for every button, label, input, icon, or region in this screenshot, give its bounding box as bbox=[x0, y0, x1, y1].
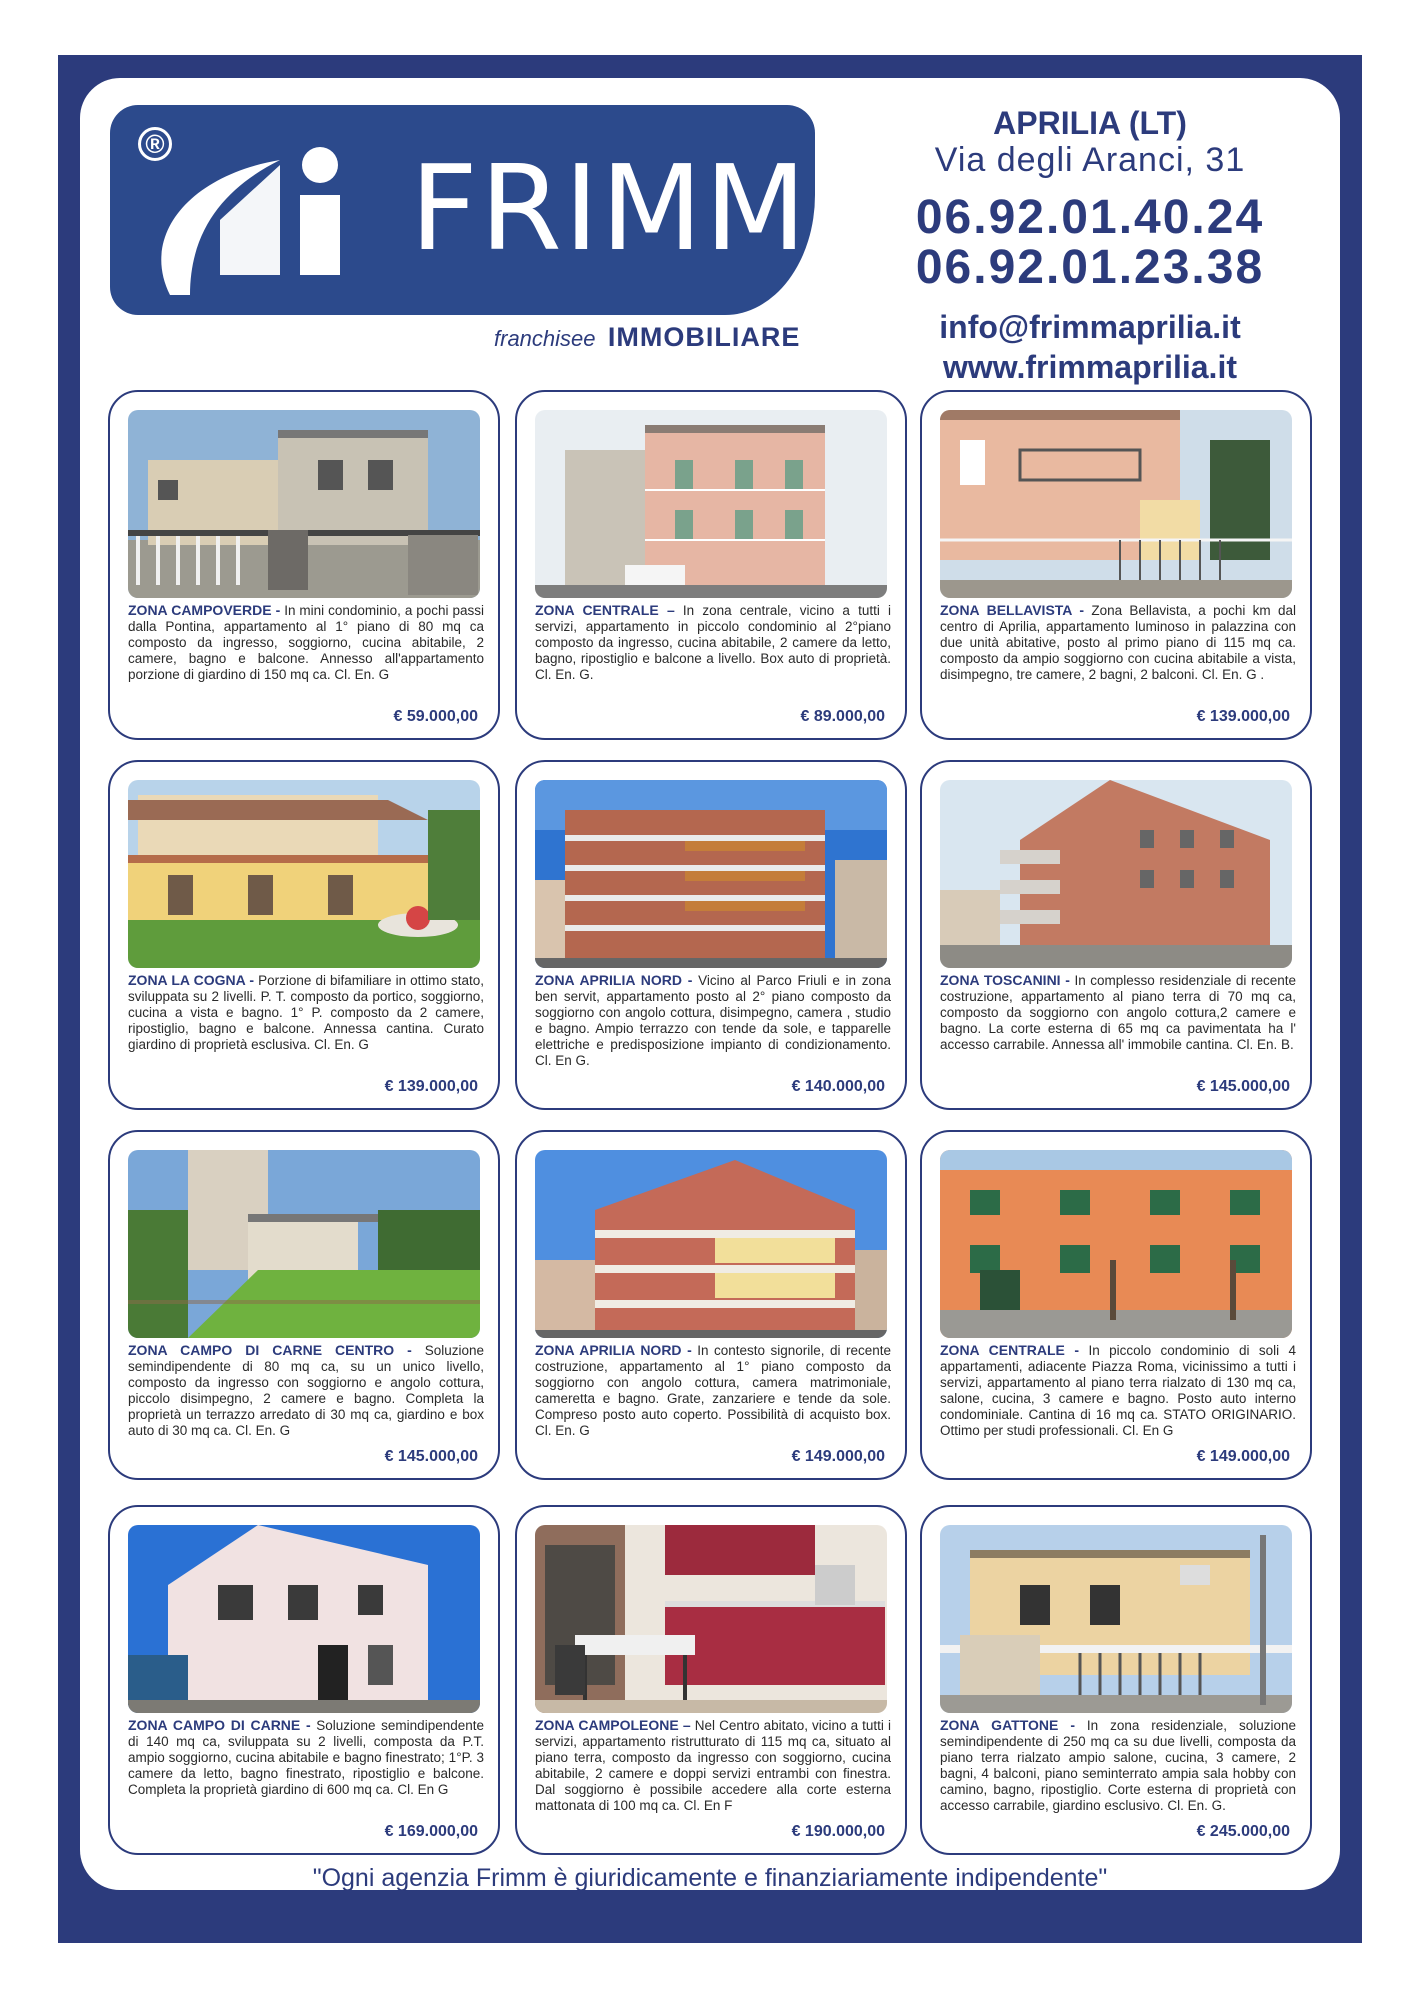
listing-description bbox=[940, 972, 1296, 1053]
listing-zone: ZONA CAMPO DI CARNE CENTRO - bbox=[128, 1342, 412, 1358]
listing-photo[interactable] bbox=[940, 1150, 1292, 1338]
phone-1[interactable]: 06.92.01.40.24 bbox=[915, 191, 1265, 244]
listing-zone: ZONA APRILIA NORD - bbox=[535, 972, 693, 988]
listing-description bbox=[128, 1342, 484, 1439]
listing-card[interactable] bbox=[515, 390, 907, 740]
listing-photo[interactable] bbox=[535, 1525, 887, 1713]
listing-photo[interactable] bbox=[940, 1525, 1292, 1713]
website-link[interactable]: www.frimmaprilia.it bbox=[943, 349, 1237, 385]
listing-photo[interactable] bbox=[128, 1150, 480, 1338]
listing-description bbox=[940, 1342, 1296, 1439]
listing-card[interactable] bbox=[108, 390, 500, 740]
listing-price: € 59.000,00 bbox=[393, 708, 478, 725]
city: APRILIA (LT) bbox=[993, 105, 1187, 141]
listing-card[interactable] bbox=[515, 1505, 907, 1855]
listing-zone: ZONA LA COGNA - bbox=[128, 972, 255, 988]
listing-text: Nel Centro abitato, vicino a tutti i servizi, appartamento ristrutturato di 115 mq ca, situato al piano terra, composto da ingresso con soggiorno, cucina abitabile, 2 camere e doppi servizi entrambi con finestra. Dal soggiorno è possibile accedere alla corte esterna mattonata di 100 mq ca. Cl. En F bbox=[535, 1718, 891, 1813]
listing-price: € 149.000,00 bbox=[791, 1448, 885, 1465]
franchisee-big: IMMOBILIARE bbox=[607, 322, 801, 352]
listing-zone: ZONA CAMPO DI CARNE - bbox=[128, 1717, 311, 1733]
franchisee-label bbox=[494, 322, 800, 353]
listing-zone: ZONA GATTONE - bbox=[940, 1717, 1076, 1733]
listing-text: Zona Bellavista, a pochi km dal centro di Aprilia, appartamento luminoso in palazzina con due unità abitative, posto al primo piano di 115 mq ca. composto da ampio soggiorno con cucina abitabile a vista, disimpegno, tre camere, 2 bagni, 2 balconi. Cl. En. G . bbox=[940, 603, 1296, 682]
listing-text: In contesto signorile, di recente costruzione, appartamento al 1° piano composto da soggiorno con angolo cottura, camera matrimoniale, cameretta e bagno. Grate, zanzariere e tende da sole. Compreso posto auto coperto. Possibilità di acquisto box. Cl. En. G bbox=[535, 1343, 892, 1438]
frimm-logo bbox=[110, 105, 815, 315]
listing-text: Soluzione semindipendente di 140 mq ca, sviluppata su 2 livelli, composta da P.T. ampio soggiorno, cucina abitabile e bagno finestrato; 1°P. 3 camere da letto, bagno finestrato, ripostiglio e balcone. Completa la proprietà giardino di 600 mq ca. Cl. En G bbox=[128, 1718, 484, 1797]
listing-description bbox=[535, 602, 891, 683]
listing-card[interactable] bbox=[108, 1505, 500, 1855]
listing-card[interactable] bbox=[920, 1130, 1312, 1480]
listing-description bbox=[535, 972, 891, 1069]
listing-card[interactable] bbox=[108, 760, 500, 1110]
listing-photo[interactable] bbox=[128, 1525, 480, 1713]
listing-photo[interactable] bbox=[128, 780, 480, 968]
email-link[interactable]: info@frimmaprilia.it bbox=[939, 309, 1241, 345]
listing-card[interactable] bbox=[920, 1505, 1312, 1855]
listing-description bbox=[128, 972, 484, 1053]
listing-card[interactable] bbox=[920, 390, 1312, 740]
footer-disclaimer: "Ogni agenzia Frimm è giuridicamente e finanziariamente indipendente" bbox=[312, 1864, 1108, 1892]
listing-price: € 89.000,00 bbox=[800, 708, 885, 725]
listing-description bbox=[128, 1717, 484, 1798]
listing-price: € 149.000,00 bbox=[1196, 1448, 1290, 1465]
listing-zone: ZONA CENTRALE – bbox=[535, 602, 675, 618]
listing-price: € 145.000,00 bbox=[384, 1448, 478, 1465]
franchisee-small: franchisee bbox=[494, 326, 596, 351]
listing-zone: ZONA BELLAVISTA - bbox=[940, 602, 1085, 618]
listing-text: Porzione di bifamiliare in ottimo stato, sviluppata su 2 livelli. P. T. composto da portico, soggiorno, cucina a vista e bagno. 1° P. composto da 2 camere, ripostiglio, bagno e balcone. Annessa cantina. Curato giardino di proprietà esclusiva. Cl. En. G bbox=[128, 973, 484, 1052]
listing-price: € 139.000,00 bbox=[1196, 708, 1290, 725]
listing-description bbox=[940, 1717, 1296, 1814]
listing-price: € 190.000,00 bbox=[791, 1823, 885, 1840]
listing-photo[interactable] bbox=[940, 410, 1292, 598]
listing-description bbox=[535, 1342, 891, 1439]
listing-card[interactable] bbox=[108, 1130, 500, 1480]
listing-zone: ZONA CAMPOLEONE – bbox=[535, 1717, 691, 1733]
listing-zone: ZONA CAMPOVERDE - bbox=[128, 602, 281, 618]
listing-text: Soluzione semindipendente di 80 mq ca, su un unico livello, composto da ingresso con soggiorno e angolo cottura, piccolo disimpegno, 2 camere e bagno. Completa la proprietà un terrazzo arredato di 30 mq ca, giardino e box auto di 30 mq ca. Cl. En. G bbox=[128, 1343, 484, 1438]
listing-photo[interactable] bbox=[940, 780, 1292, 968]
listing-text: In complesso residenziale di recente costruzione, appartamento al piano terra di 70 mq ca, composto da soggiorno con angolo cottura,2 camere e bagno. La corte esterna di 65 mq ca pavimentata ha l' accesso carrabile. Annessa all' immobile cantina. Cl. En. B. bbox=[940, 973, 1296, 1052]
listing-price: € 140.000,00 bbox=[791, 1078, 885, 1095]
listing-zone: ZONA APRILIA NORD - bbox=[535, 1342, 692, 1358]
listing-text: In zona residenziale, soluzione semindipendente di 250 mq ca su due livelli, composta da piano terra rialzato ampio salone, cucina, 3 camere, 2 bagni, 4 balconi, piano seminterrato ampia sala hobby con camino, bagno, ripostiglio. Corte esterna di proprietà con accesso carrabile, giardino esclusivo. Cl. En. G. bbox=[940, 1718, 1296, 1813]
listing-price: € 245.000,00 bbox=[1196, 1823, 1290, 1840]
listing-price: € 139.000,00 bbox=[384, 1078, 478, 1095]
listing-card[interactable] bbox=[920, 760, 1312, 1110]
listing-text: In mini condominio, a pochi passi dalla Pontina, appartamento al 1° piano di 80 mq ca composto da ingresso, soggiorno, cucina abitabile, 2 camere, bagno e balcone. Annesso all'appartamento porzione di giardino di 150 mq ca. Cl. En. G bbox=[128, 603, 484, 682]
listing-description bbox=[940, 602, 1296, 683]
street-address: Via degli Aranci, 31 bbox=[934, 141, 1246, 179]
listing-price: € 145.000,00 bbox=[1196, 1078, 1290, 1095]
phone-2[interactable]: 06.92.01.23.38 bbox=[915, 241, 1265, 294]
listing-photo[interactable] bbox=[535, 780, 887, 968]
logo-wordmark: FRIMM bbox=[410, 139, 809, 277]
listing-text: In piccolo condominio di soli 4 appartamenti, adiacente Piazza Roma, vicinissimo a tutti i servizi, appartamento al piano terra rialzato di 130 mq ca, salone, cucina, 3 camere e bagno. Posto auto interno condominiale. Cantina di 16 mq ca. STATO ORIGINARIO. Ottimo per studi professionali. Cl. En G bbox=[940, 1343, 1296, 1438]
listing-photo[interactable] bbox=[535, 410, 887, 598]
listing-description bbox=[128, 602, 484, 683]
listing-description bbox=[535, 1717, 891, 1814]
listing-text: In zona centrale, vicino a tutti i servizi, appartamento in piccolo condominio al 2°piano composto da ingresso, cucina abitabile, 2 camere da letto, bagno, ripostiglio e balcone a livello. Box auto di proprietà. Cl. En. G. bbox=[535, 603, 891, 682]
listing-photo[interactable] bbox=[535, 1150, 887, 1338]
contact-block bbox=[870, 105, 1310, 387]
listing-photo[interactable] bbox=[128, 410, 480, 598]
listing-zone: ZONA CENTRALE - bbox=[940, 1342, 1080, 1358]
listing-card[interactable] bbox=[515, 1130, 907, 1480]
listing-card[interactable] bbox=[515, 760, 907, 1110]
registered-mark: ® bbox=[138, 127, 172, 161]
listing-price: € 169.000,00 bbox=[384, 1823, 478, 1840]
listing-zone: ZONA TOSCANINI - bbox=[940, 972, 1070, 988]
listing-text: Vicino al Parco Friuli e in zona ben servit, appartamento posto al 2° piano composto da soggiorno con angolo cottura, disimpegno, camera , studio e bagno. Ampio terrazzo con tende da sole, e tapparelle elettriche e predisposizione impianto di condizionamento. Cl. En G. bbox=[535, 973, 892, 1068]
